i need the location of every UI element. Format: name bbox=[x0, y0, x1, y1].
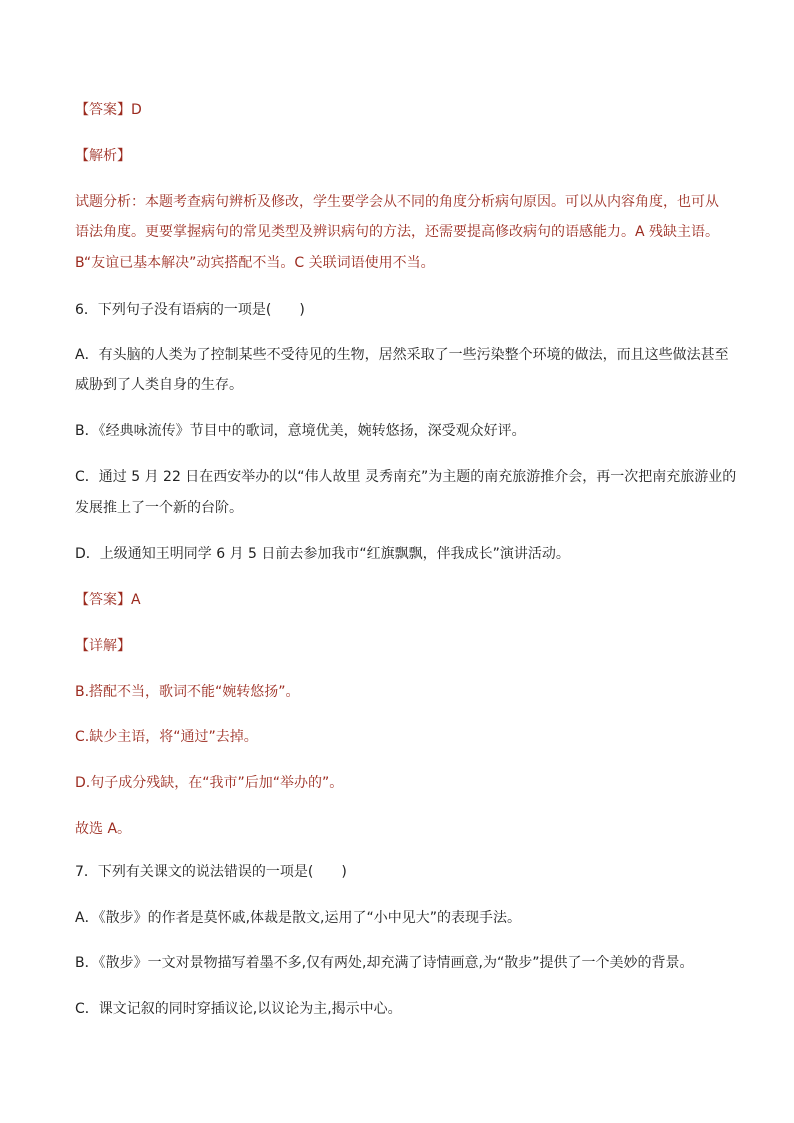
q6-option-c-line-1: C．通过 5 月 22 日在西安举办的以“伟人故里 灵秀南充”为主题的南充旅游推介会，再一次把南充旅游业的 bbox=[75, 469, 737, 485]
answer-label: 【答案】 bbox=[75, 102, 131, 118]
analysis-label: 【解析】 bbox=[75, 148, 131, 164]
detail-label: 【详解】 bbox=[75, 638, 131, 654]
detail-line-c: C.缺少主语，将“通过”去掉。 bbox=[75, 729, 258, 745]
q6-option-d: D．上级通知王明同学 6 月 5 日前去参加我市“红旗飘飘，伴我成长”演讲活动。 bbox=[75, 546, 570, 562]
detail-line-b: B.搭配不当，歌词不能“婉转悠扬”。 bbox=[75, 684, 300, 700]
analysis-text-line-1: 试题分析：本题考查病句辨析及修改，学生要学会从不同的角度分析病句原因。可以从内容角度，也可从 bbox=[75, 194, 719, 210]
q6-option-b: B．《经典咏流传》节目中的歌词，意境优美，婉转悠扬，深受观众好评。 bbox=[75, 423, 526, 439]
detail-line-d: D.句子成分残缺，在“我市”后加“举办的”。 bbox=[75, 775, 344, 791]
q5-answer-line bbox=[75, 100, 142, 120]
answer-value: A bbox=[131, 592, 141, 608]
analysis-text-line-2: 语法角度。更要掌握病句的常见类型及辨识病句的方法，还需要提高修改病句的语感能力。A 残缺主语。 bbox=[75, 224, 720, 240]
q7-option-a: A．《散步》的作者是莫怀戚,体裁是散文,运用了“小中见大”的表现手法。 bbox=[75, 910, 521, 926]
q6-conclusion: 故选 A。 bbox=[75, 821, 132, 837]
q7-stem: 7．下列有关课文的说法错误的一项是( ) bbox=[75, 864, 347, 880]
answer-value: D bbox=[131, 102, 142, 118]
q7-option-b: B．《散步》一文对景物描写着墨不多,仅有两处,却充满了诗情画意,为“散步”提供了一个美妙的背景。 bbox=[75, 955, 694, 971]
analysis-text-line-3: B“友谊已基本解决”动宾搭配不当。C 关联词语使用不当。 bbox=[75, 255, 435, 271]
q7-option-c: C．课文记叙的同时穿插议论,以议论为主,揭示中心。 bbox=[75, 1001, 402, 1017]
q6-option-c-line-2: 发展推上了一个新的台阶。 bbox=[75, 500, 243, 516]
q6-option-a-line-2: 威胁到了人类自身的生存。 bbox=[75, 377, 243, 393]
q6-stem: 6．下列句子没有语病的一项是( ) bbox=[75, 302, 305, 318]
q6-option-a-line-1: A．有头脑的人类为了控制某些不受待见的生物，居然采取了一些污染整个环境的做法，而且这些做法甚至 bbox=[75, 347, 729, 363]
answer-label: 【答案】 bbox=[75, 592, 131, 608]
q6-answer-line bbox=[75, 590, 141, 610]
